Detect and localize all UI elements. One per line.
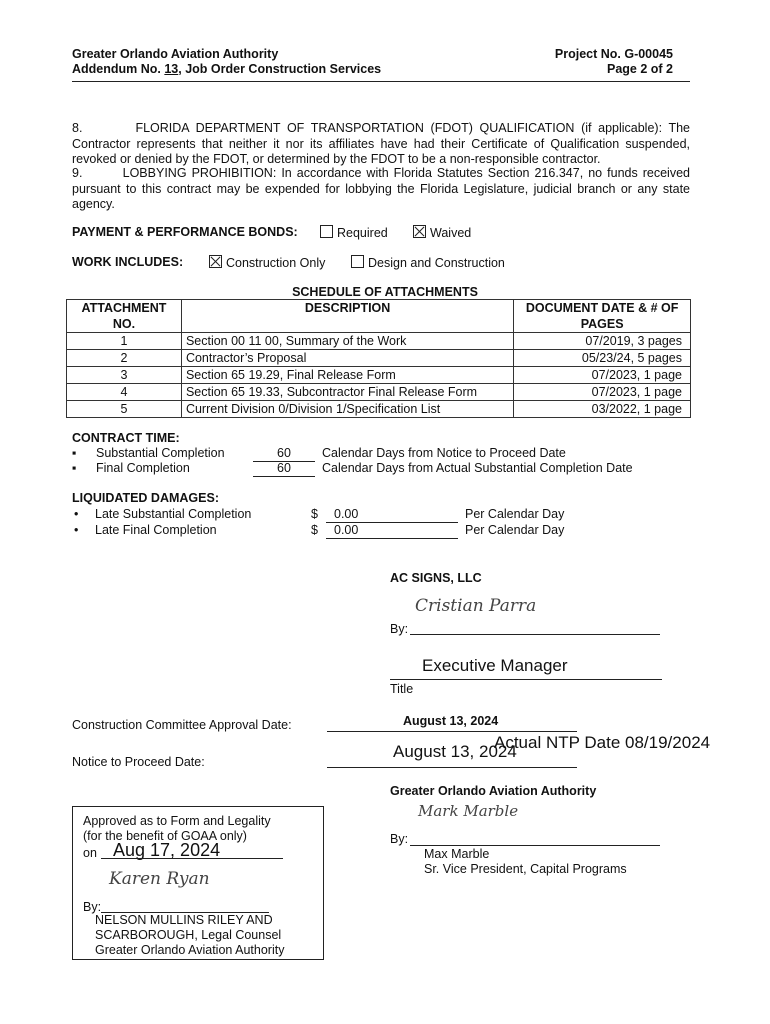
bonds-waived-checkbox[interactable] [413,225,426,238]
legal-line-2: (for the benefit of GOAA only) [83,829,247,843]
contract-time-name: Final Completion [96,461,190,475]
contractor-title-label: Title [390,682,414,696]
bonds-required-label: Required [337,226,388,240]
attachment-description: Section 00 11 00, Summary of the Work [181,333,513,350]
list-item: ▪ [72,446,77,460]
contractor-title-text: Executive Manager [422,656,568,675]
damages-currency: $ [311,507,318,521]
legal-firm-2: SCARBOROUGH, Legal Counsel [95,928,282,942]
clause-8: 8. FLORIDA DEPARTMENT OF TRANSPORTATION (FDOT) QUALIFICATION (if applicable): The Contractor represents that neither it nor its affiliates have had their Certificate of Qualification suspended, revoked or denied by the FDOT, or determined by the FDOT to be a non-responsible contractor. [72,121,690,166]
header-page: Page 2 of 2 [607,62,673,76]
ntp-date-line [327,767,577,768]
damages-currency: $ [311,523,318,537]
bonds-required-option[interactable] [320,225,388,241]
attachment-date: 07/2023, 1 page [514,367,691,384]
damages-name: Late Substantial Completion [95,507,252,521]
contract-time-label: CONTRACT TIME: [72,431,180,445]
authority-signature-line [410,845,660,846]
attachment-date: 07/2023, 1 page [514,384,691,401]
legal-date-line [101,858,283,859]
work-design-checkbox[interactable] [351,255,364,268]
attachment-date: 03/2022, 1 page [514,401,691,418]
damages-unit: Per Calendar Day [465,523,565,537]
addendum-prefix: Addendum No. [72,62,165,76]
legal-on-label: on [83,846,97,860]
attachment-no: 3 [67,367,182,384]
legal-date[interactable]: Aug 17, 2024 [113,840,221,860]
bonds-required-checkbox[interactable] [320,225,333,238]
work-design-option[interactable] [351,255,505,271]
contractor-signature-line [410,634,660,635]
attachment-date: 05/23/24, 5 pages [514,350,691,367]
damages-unit: Per Calendar Day [465,507,565,521]
table-row [67,350,691,367]
bonds-waived-option[interactable] [413,225,471,241]
ntp-date-value[interactable]: August 13, 2024 [393,742,517,761]
table-row [67,384,691,401]
list-item: • [74,523,79,537]
col-header-date: DOCUMENT DATE & # OF PAGES [514,300,691,333]
authority-signature[interactable]: Mark Marble [418,802,519,820]
ntp-date-label: Notice to Proceed Date: [72,755,205,769]
work-design-label: Design and Construction [368,256,505,270]
committee-date-line [327,731,577,732]
authority-signer-title: Sr. Vice President, Capital Programs [424,862,627,876]
damages-amount: 0.00 [326,523,458,539]
table-row [67,367,691,384]
attachment-description: Section 65 19.29, Final Release Form [181,367,513,384]
legal-signature[interactable]: Karen Ryan [109,869,210,889]
contract-time-days: 60 [253,446,315,462]
work-construction-option[interactable] [209,255,325,271]
contractor-by-label: By: [390,622,409,636]
attachment-date: 07/2019, 3 pages [514,333,691,350]
attachment-description: Section 65 19.33, Subcontractor Final Release Form [181,384,513,401]
authority-by-label: By: [390,832,409,846]
header-project-no: Project No. G-00045 [554,47,673,61]
list-item: ▪ [72,461,77,475]
liquidated-label: LIQUIDATED DAMAGES: [72,491,219,505]
addendum-number: 13 [164,62,179,76]
header-addendum [72,62,381,77]
bonds-row [72,225,298,240]
contract-time-desc: Calendar Days from Actual Substantial Completion Date [322,461,633,475]
committee-date-value: August 13, 2024 [403,714,499,728]
schedule-header-row [67,300,691,333]
legal-firm-1: NELSON MULLINS RILEY AND [95,913,273,927]
damages-name: Late Final Completion [95,523,217,537]
contract-time-days: 60 [253,461,315,477]
bonds-waived-label: Waived [430,226,472,240]
contractor-name: AC SIGNS, LLC [390,571,482,585]
attachment-no: 4 [67,384,182,401]
header-org: Greater Orlando Aviation Authority [72,47,279,61]
attachment-no: 2 [67,350,182,367]
work-construction-checkbox[interactable] [209,255,222,268]
legal-line-1: Approved as to Form and Legality [83,814,271,828]
authority-signer: Max Marble [424,847,490,861]
clause-9: 9. LOBBYING PROHIBITION: In accordance with Florida Statutes Section 216.347, no funds received pursuant to this contract may be expended for lobbying the Florida Legislature, judicial branch or any state agency. [72,166,690,211]
damages-amount: 0.00 [326,507,458,523]
work-label: WORK INCLUDES: [72,255,184,269]
contract-time-name: Substantial Completion [96,446,225,460]
attachment-no: 5 [67,401,182,418]
legal-approval-box [72,806,324,960]
contract-time-desc: Calendar Days from Notice to Proceed Date [322,446,566,460]
committee-date-label: Construction Committee Approval Date: [72,718,292,732]
schedule-table [66,299,691,418]
work-row [72,255,183,270]
legal-by-label: By: [83,900,102,914]
attachment-description: Current Division 0/Division 1/Specification List [181,401,513,418]
table-row [67,333,691,350]
schedule-title: SCHEDULE OF ATTACHMENTS [292,285,478,299]
list-item: • [74,507,79,521]
attachment-description: Contractor’s Proposal [181,350,513,367]
work-construction-label: Construction Only [226,256,326,270]
legal-firm-3: Greater Orlando Aviation Authority [95,943,285,957]
header-rule [72,81,690,82]
addendum-suffix: , Job Order Construction Services [178,62,382,76]
attachment-no: 1 [67,333,182,350]
contractor-signature[interactable]: Cristian Parra [415,596,537,616]
table-row [67,401,691,418]
authority-name: Greater Orlando Aviation Authority [390,784,597,798]
col-header-description: DESCRIPTION [181,300,513,333]
col-header-attachment: ATTACHMENT NO. [67,300,182,333]
bonds-label: PAYMENT & PERFORMANCE BONDS: [72,225,298,239]
contractor-title-line [390,679,662,680]
ntp-actual-overlay: Actual NTP Date 08/19/2024 [494,733,711,752]
contractor-title-value[interactable] [392,656,568,676]
